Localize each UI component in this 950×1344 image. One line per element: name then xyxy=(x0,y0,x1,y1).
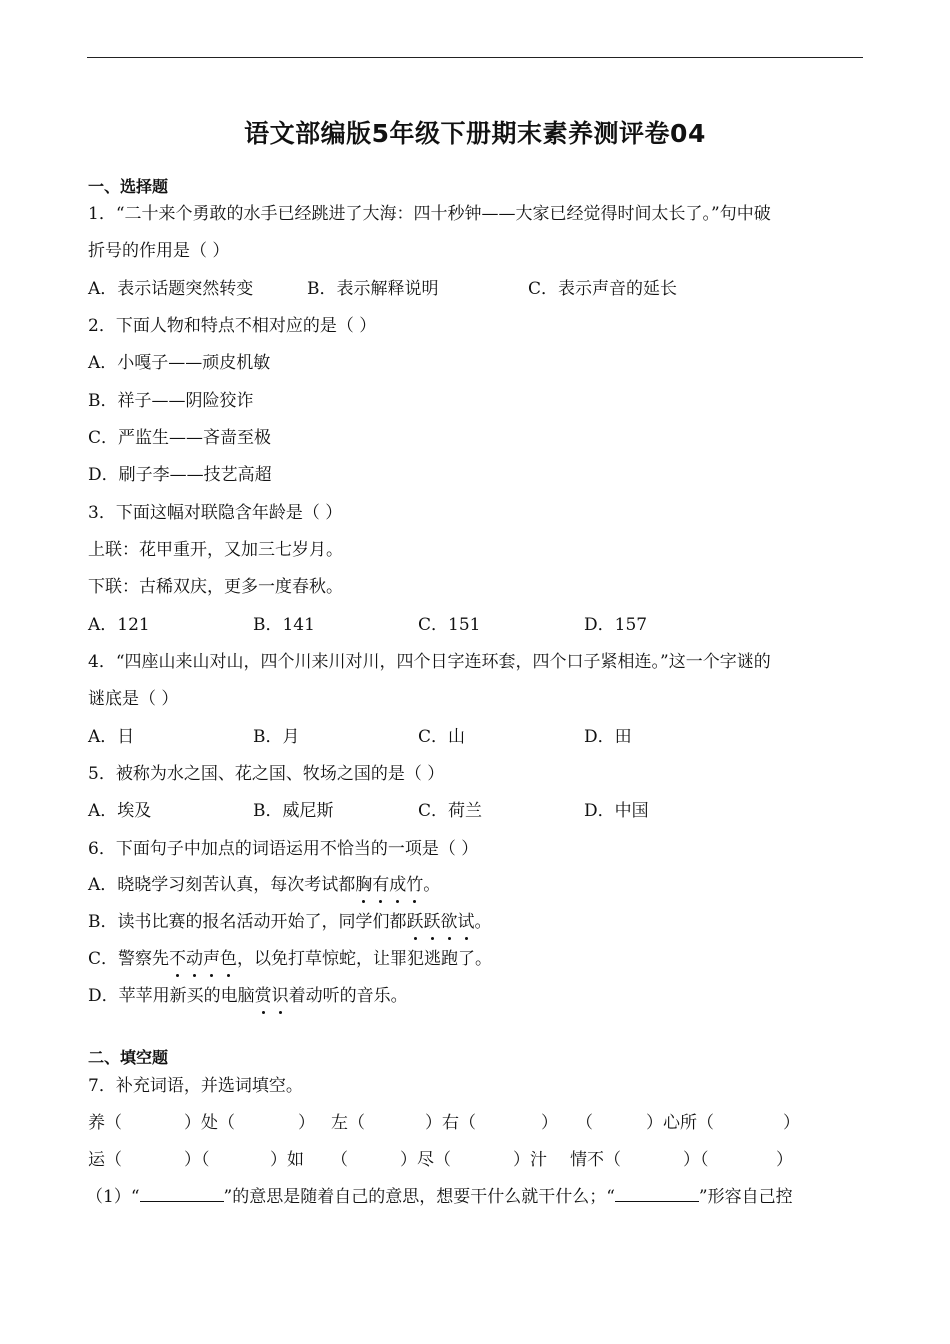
q7-row1-part: ） xyxy=(541,1113,558,1133)
q7-row2-part: ）汁 xyxy=(513,1150,547,1170)
q7-row2 xyxy=(88,1149,888,1171)
emphasis-dot-char: 成 xyxy=(389,875,407,895)
q4-stem-line1: 4．“四座山来山对山，四个川来川对川，四个日字连环套，四个口子紧相连。”这一个字谜的 xyxy=(88,652,771,672)
q7-row1-part: （ xyxy=(576,1113,593,1133)
q7-row1-part: ） xyxy=(783,1113,800,1133)
emphasis-dot-char: 识 xyxy=(271,986,289,1006)
q5-option-c: C．荷兰 xyxy=(418,801,483,821)
q6-option-b: B．读书比赛的报名活动开始了，同学们都跃跃欲试。 xyxy=(88,912,492,932)
q7-sub1: （1）“ ”的意思是随着自己的意思，想要干什么就干什么；“ ”形容自己控 xyxy=(86,1187,793,1207)
q2-stem: 2．下面人物和特点不相对应的是（ ） xyxy=(88,316,377,336)
q4-stem-line2: 谜底是（ ） xyxy=(88,689,179,709)
q7-row1-part: ）处（ xyxy=(184,1113,235,1133)
q7-row1-part: 养（ xyxy=(88,1113,122,1133)
q4-options xyxy=(88,726,888,748)
q1-stem-line1: 1．“二十来个勇敢的水手已经跳进了大海：四十秒钟——大家已经觉得时间太长了。”句中破 xyxy=(88,204,771,224)
emphasis-dot-char: 声 xyxy=(203,949,221,969)
emphasis-dot-char: 试 xyxy=(457,912,475,932)
q3-stem: 3．下面这幅对联隐含年龄是（ ） xyxy=(88,503,343,523)
q6-option-c-dotted-word xyxy=(169,949,237,969)
q7-row1-part: 左（ xyxy=(331,1113,365,1133)
q7-row2-part: 情不（ xyxy=(570,1150,621,1170)
q3-option-c: C．151 xyxy=(418,615,481,635)
q5-option-a: A．埃及 xyxy=(88,801,152,821)
q7-row2-part: 运（ xyxy=(88,1150,122,1170)
q7-row2-part: ）尽（ xyxy=(400,1150,451,1170)
q1-options xyxy=(88,278,888,300)
q7-row2-part: ） xyxy=(776,1150,793,1170)
q2-option-d: D．刷子李——技艺高超 xyxy=(88,465,272,485)
q6-option-a-dotted-word xyxy=(355,875,423,895)
q1-option-b: B．表示解释说明 xyxy=(307,279,439,299)
section-heading-fill: 二、填空题 xyxy=(88,1048,169,1067)
q7-row2-part: ）（ xyxy=(683,1150,709,1170)
q6-option-d: D．苹苹用新买的电脑赏识着动听的音乐。 xyxy=(88,986,408,1006)
emphasis-dot-char: 胸 xyxy=(355,875,373,895)
q3-couplet-upper: 上联：花甲重开，又加三七岁月。 xyxy=(88,540,343,560)
q5-option-b: B．威尼斯 xyxy=(253,801,334,821)
q1-stem-line2: 折号的作用是（ ） xyxy=(88,241,230,261)
q5-option-d: D．中国 xyxy=(584,801,649,821)
emphasis-dot-char: 欲 xyxy=(440,912,458,932)
emphasis-dot-char: 不 xyxy=(169,949,187,969)
page-title: 语文部编版5年级下册期末素养测评卷04 xyxy=(244,119,706,148)
q6-stem: 6．下面句子中加点的词语运用不恰当的一项是（ ） xyxy=(88,839,479,859)
emphasis-dot-char: 赏 xyxy=(254,986,272,1006)
answer-blank[interactable] xyxy=(615,1186,699,1202)
q5-options xyxy=(88,800,888,822)
q7-row1-part: ） xyxy=(298,1113,315,1133)
q4-option-b: B．月 xyxy=(253,727,300,747)
q7-row1 xyxy=(88,1112,888,1134)
q2-option-a: A．小嘎子——顽皮机敏 xyxy=(88,353,271,373)
q3-option-b: B．141 xyxy=(253,615,315,635)
q4-option-c: C．山 xyxy=(418,727,466,747)
q7-row2-part: （ xyxy=(331,1150,348,1170)
q6-option-c: C．警察先不动声色，以免打草惊蛇，让罪犯逃跑了。 xyxy=(88,949,493,969)
q6-option-b-dotted-word xyxy=(407,912,475,932)
q6-option-d-dotted-word xyxy=(255,986,289,1006)
answer-blank[interactable] xyxy=(140,1186,224,1202)
emphasis-dot-char: 跃 xyxy=(406,912,424,932)
q7-stem: 7．补充词语，并选词填空。 xyxy=(88,1076,303,1096)
q2-option-b: B．祥子——阴险狡诈 xyxy=(88,391,254,411)
emphasis-dot-char: 色 xyxy=(220,949,238,969)
q4-option-d: D．田 xyxy=(584,727,632,747)
q1-option-a: A．表示话题突然转变 xyxy=(88,279,254,299)
q7-row1-part: ）心所（ xyxy=(646,1113,714,1133)
q3-couplet-lower: 下联：古稀双庆，更多一度春秋。 xyxy=(88,577,343,597)
header-rule xyxy=(87,57,863,58)
section-heading-choice: 一、选择题 xyxy=(88,177,169,196)
emphasis-dot-char: 竹 xyxy=(406,875,424,895)
q4-option-a: A．日 xyxy=(88,727,135,747)
emphasis-dot-char: 跃 xyxy=(423,912,441,932)
q1-option-c: C．表示声音的延长 xyxy=(528,279,678,299)
q5-stem: 5．被称为水之国、花之国、牧场之国的是（ ） xyxy=(88,764,445,784)
q6-option-a: A．晓晓学习刻苦认真，每次考试都胸有成竹。 xyxy=(88,875,441,895)
q3-option-a: A．121 xyxy=(88,615,150,635)
q7-row2-part: ）如 xyxy=(270,1150,304,1170)
q3-option-d: D．157 xyxy=(584,615,648,635)
q7-row2-part: ）（ xyxy=(184,1150,210,1170)
emphasis-dot-char: 有 xyxy=(372,875,390,895)
q2-option-c: C．严监生——吝啬至极 xyxy=(88,428,272,448)
emphasis-dot-char: 动 xyxy=(186,949,204,969)
q7-row1-part: ）右（ xyxy=(425,1113,476,1133)
q3-options xyxy=(88,614,888,636)
